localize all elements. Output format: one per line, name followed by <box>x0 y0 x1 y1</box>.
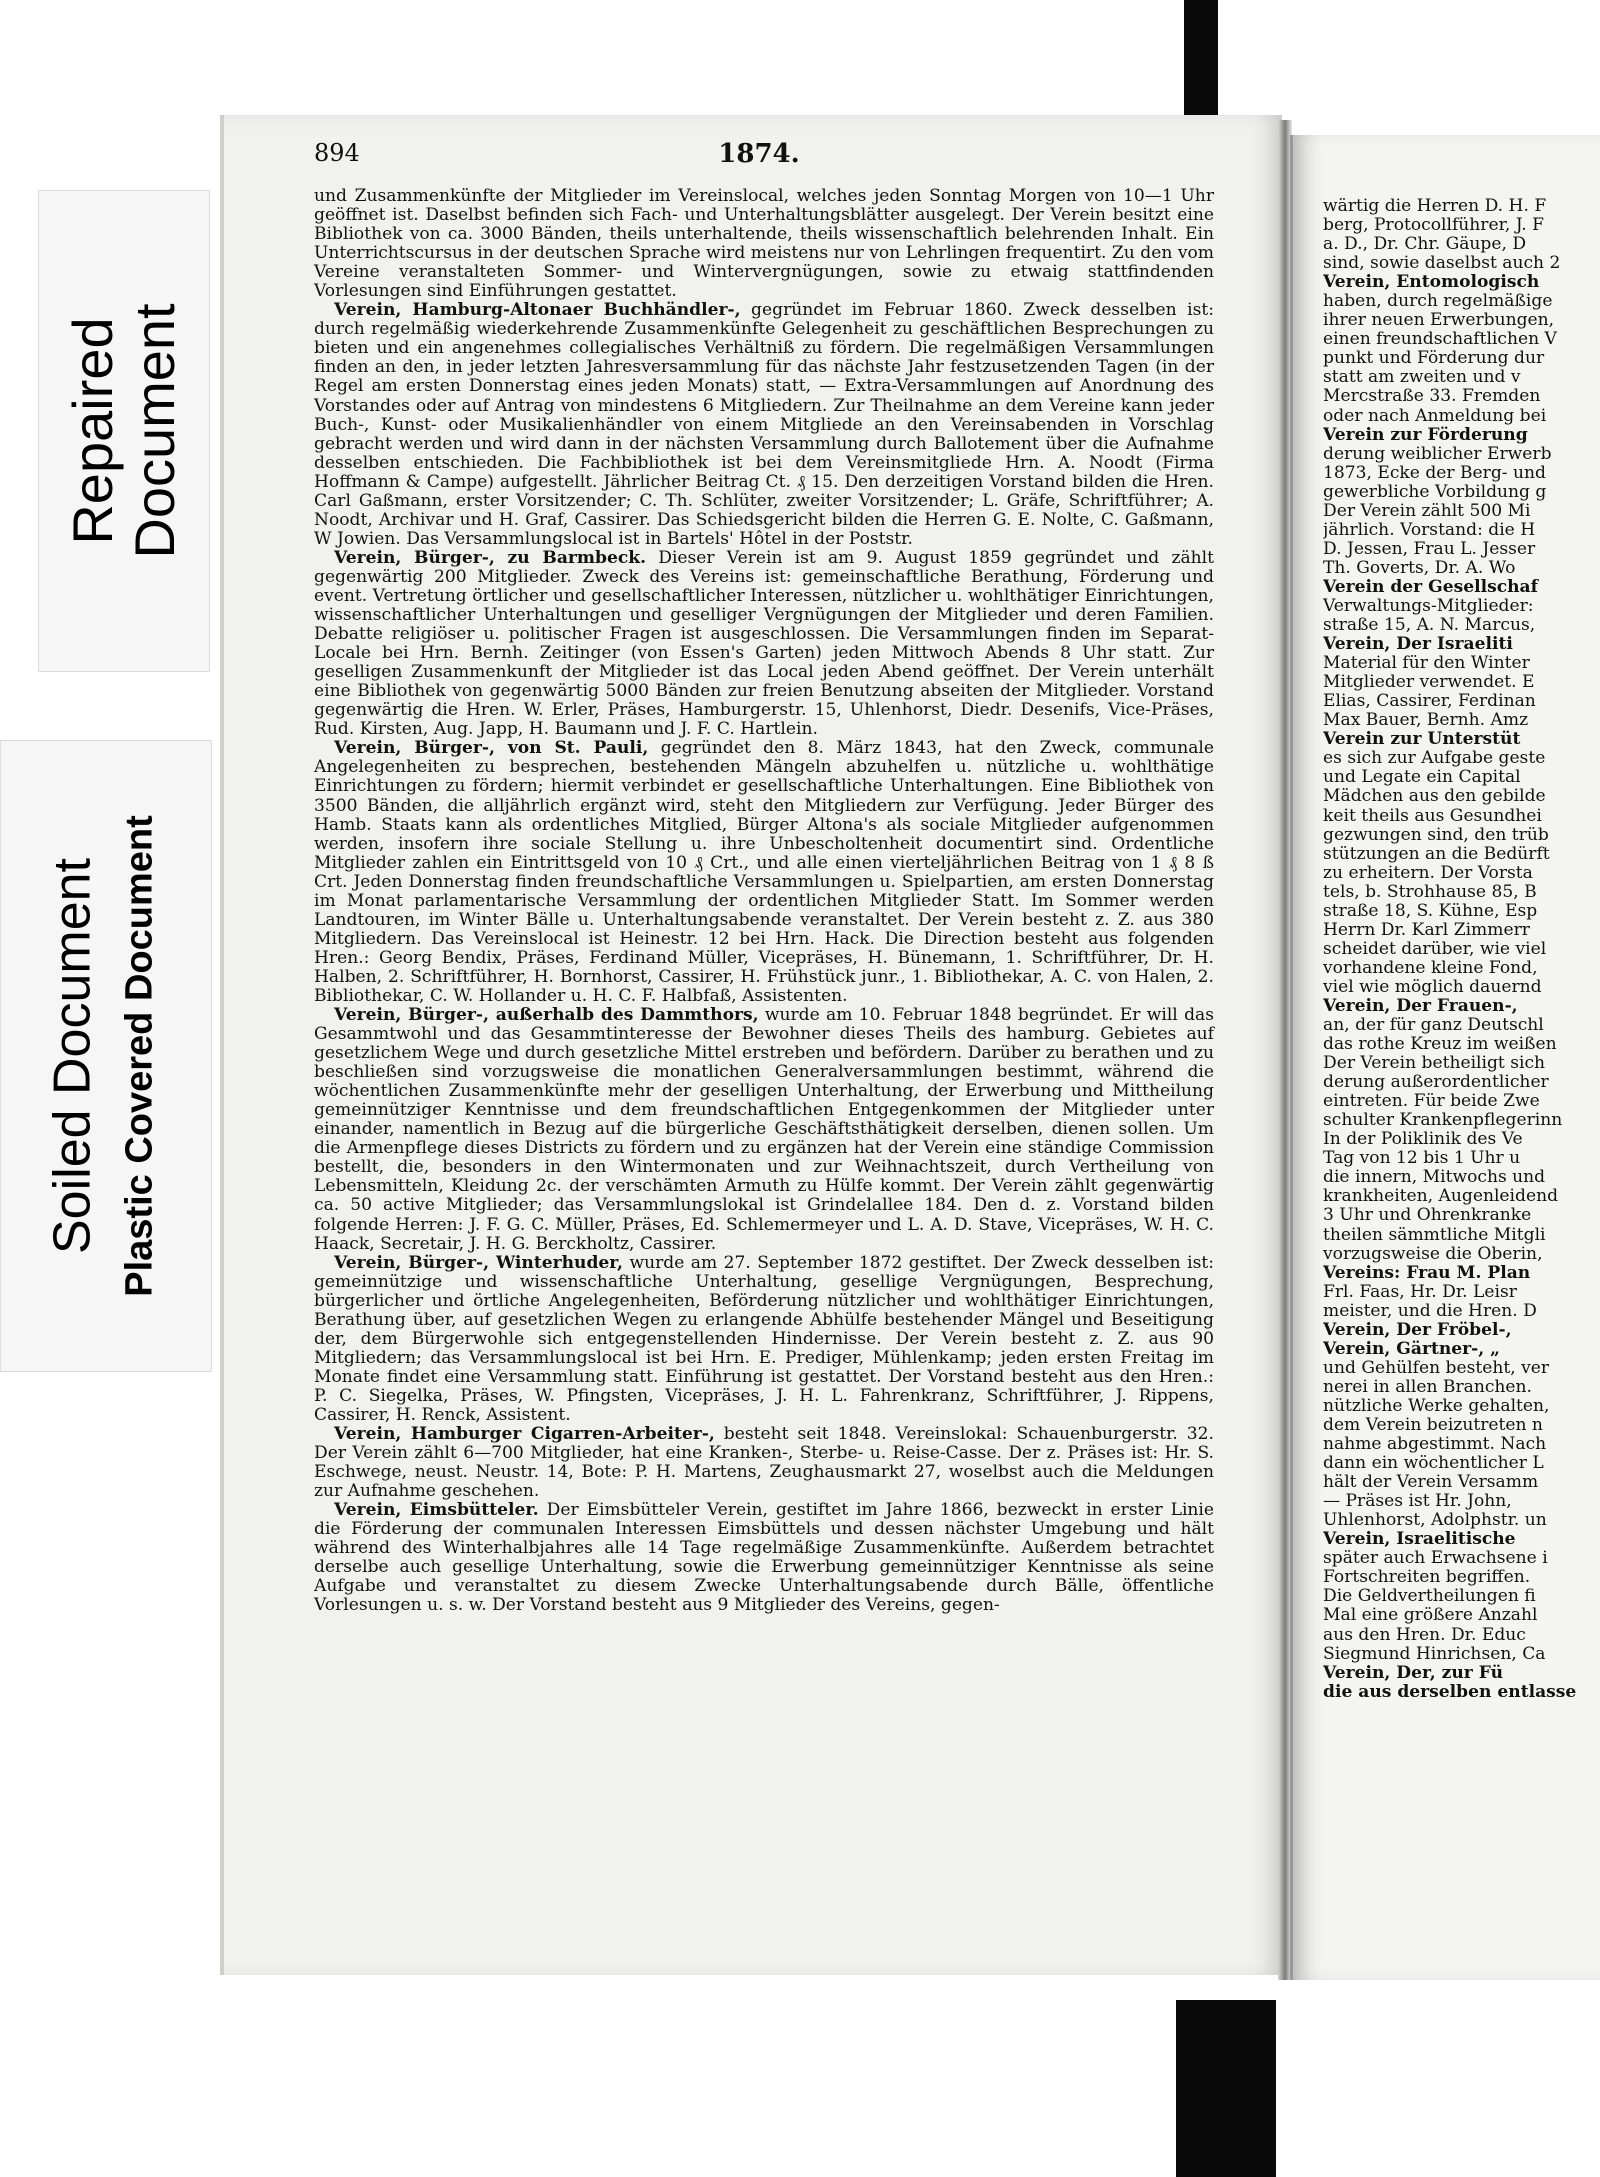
right-page-line: und Legate ein Capital <box>1323 768 1521 788</box>
right-page-line: 3 Uhr und Ohrenkranke <box>1323 1206 1532 1226</box>
right-page-line: es sich zur Aufgabe geste <box>1323 749 1546 769</box>
right-page-line: — Präses ist Hr. John, <box>1323 1492 1512 1512</box>
right-page <box>1290 135 1600 1980</box>
right-page-line: krankheiten, Augenleidend <box>1323 1187 1559 1207</box>
paragraph <box>314 1501 1214 1615</box>
right-page-line: Elias, Cassirer, Ferdinan <box>1323 692 1536 712</box>
right-page-line: Uhlenhorst, Adolphstr. un <box>1323 1511 1547 1531</box>
right-page-line: aus den Hren. Dr. Educ <box>1323 1625 1526 1645</box>
right-page-line: In der Poliklinik des Ve <box>1323 1130 1523 1150</box>
right-page-line: nützliche Werke gehalten, <box>1323 1396 1550 1416</box>
right-page-line: Verwaltungs-Mitglieder: <box>1323 596 1534 616</box>
right-page-line: haben, durch regelmäßige <box>1323 292 1553 312</box>
right-page-line: D. Jessen, Frau L. Jesser <box>1323 539 1536 559</box>
right-page-line: nerei in allen Branchen. <box>1323 1377 1532 1397</box>
right-page-line: Vereins: Frau M. Plan <box>1323 1263 1531 1283</box>
right-page-line: Fortschreiten begriffen. <box>1323 1568 1531 1588</box>
right-page-line: hält der Verein Versamm <box>1323 1473 1539 1493</box>
right-page-line: eintreten. Für beide Zwe <box>1323 1092 1540 1112</box>
right-page-line: Frl. Faas, Hr. Dr. Leisr <box>1323 1282 1517 1302</box>
right-page-line: gewerbliche Vorbildung g <box>1323 482 1547 502</box>
soiled-document-label <box>0 740 212 1372</box>
paragraph <box>314 549 1214 739</box>
right-page-line: theilen sämmtliche Mitgli <box>1323 1225 1546 1245</box>
entry-heading: Verein, Bürger-, von St. Pauli, <box>334 738 649 759</box>
right-page-line: vorzugsweise die Oberin, <box>1323 1244 1543 1264</box>
entry-text: und Zusammenkünfte der Mitglieder im Vereinslocal, welches jeden Sonntag Morgen von 10—1 Uhr geöffnet ist. Daselbst befinden sich Fach- und Unterhaltungsblätter ausgelegt. Der Verein besitzt eine Bibliothek von ca. 3000 Bänden, theils unterhaltende, theils wissenschaftlich belehrenden Inhalt. Ein Unterrichtscursus in der deutschen Sprache wird meistens nur von Lehrlingen frequentirt. Zu den vom Vereine veranstalteten Sommer- und Wintervergnügungen, sowie zu etwaig stattfindenden Vorlesungen sind Einführungen gestattet. <box>314 186 1214 302</box>
right-page-line: schulter Krankenpflegerinn <box>1323 1111 1563 1131</box>
right-page-line: Verein, Israelitische <box>1323 1530 1516 1550</box>
entry-text: gegründet den 8. März 1843, hat den Zweck, communale Angelegenheiten zu besprechen, bestehenden Mängeln abzuhelfen u. nützliche u. wohlthätige Einrichtungen zu fördern; hiermit verbindet er gesellschaftliche Unterhaltungen. Eine Bibliothek von 3500 Bänden, die alljährlich ergänzt wird, steht den Mitgliedern zur Verfügung. Jeder Bürger des Hamb. Staats kann als ordentliches Mitglied, Bürger Altona's als sociale Mitglieder aufgenommen werden, insofern ihre sociale Stellung u. ihre Unbescholtenheit documentirt sind. Ordentliche Mitglieder zahlen ein Eintrittsgeld von 10 ₰ Crt., und alle einen vierteljährlichen Beitrag von 1 ₰ 8 ß Crt. Jeden Donnerstag finden freundschaftliche Versammlungen u. Spielpartien, am ersten Donnerstag im Monat parlamentarische Versammlung der ordentlichen Mitglieder Statt. Im Sommer werden Landtouren, im Winter Bälle u. Unterhaltungsabende veranstaltet. Der Verein besteht z. Z. aus 380 Mitgliedern. Das Vereinslocal ist Heinestr. 12 bei Hrn. Hack. Die Direction besteht aus folgenden Hren.: Georg Bendix, Präses, Ferdinand Müller, Vicepräses, H. Bünemann, 1. Schriftführer, Dr. H. Halben, 2. Schriftführer, H. Bornhorst, Cassirer, H. Frühstück junr., 1. Bibliothekar, A. C. von Halen, 2. Bibliothekar, C. W. Hollander u. H. C. F. Halbfaß, Assistenten. <box>314 738 1214 1006</box>
repaired-document-label <box>38 190 210 672</box>
entry-text: Dieser Verein ist am 9. August 1859 gegründet und zählt gegenwärtig 200 Mitglieder. Zweck des Vereins ist: gemeinschaftliche Berathung, Förderung und event. Vertretung örtlicher und gesellschaftlicher Interessen, nützlicher u. wohlthätiger Einrichtungen, wissenschaftlicher Unterhaltungen und geselliger Vergnügungen der Mitglieder und deren Familien. Debatte religiöser u. politischer Fragen ist ausgeschlossen. Die Versammlungen finden im Separat-Locale bei Hrn. Bernh. Zeitinger (von Essen's Garten) jeden Mittwoch Abends 8 Uhr statt. Zur geselligen Zusammenkunft der Mitglieder ist das Local jeden Abend geöffnet. Der Verein unterhält eine Bibliothek von gegenwärtig 5000 Bänden zur freien Benutzung abseiten der Mitglieder. Vorstand gegenwärtig die Hren. W. Erler, Präses, Hamburgerstr. 15, Uhlenhorst, Diedr. Desenifs, Vice-Präses, Rud. Kirsten, Aug. Japp, H. Baumann und J. F. C. Hartlein. <box>314 547 1214 740</box>
right-page-line: Verein, Der, zur Fü <box>1323 1663 1503 1683</box>
paragraph <box>314 1254 1214 1425</box>
right-page-line: derung weiblicher Erwerb <box>1323 444 1552 464</box>
entry-text: Der Eimsbütteler Verein, gestiftet im Jahre 1866, bezweckt in erster Linie die Förderung der communalen Interessen Eimsbüttels und dessen nächster Umgebung und hält während des Winterhalbjahres alle 14 Tage regelmäßige Zusammenkünfte. Außerdem betrachtet derselbe auch gesellige Unterhaltung, sowie die Erwerbung gemeinnütziger Kenntnisse als seine Aufgabe und veranstaltet zu diesem Zwecke Unterhaltungsabende durch Bälle, öffentliche Vorlesungen u. s. w. Der Vorstand besteht aus 9 Mitglieder des Vereins, gegen- <box>314 1500 1215 1616</box>
right-page-line: a. D., Dr. Chr. Gäupe, D <box>1323 235 1527 255</box>
right-page-line: Die Geldvertheilungen fi <box>1323 1587 1536 1607</box>
entry-text: besteht seit 1848. Vereinslokal: Schauenburgerstr. 32. Der Verein zählt 6—700 Mitglieder, hat eine Kranken-, Sterbe- u. Reise-Casse. Der z. Präses ist: Hr. S. Eschwege, neust. Neustr. 14, Bote: P. H. Martens, Zeughausmarkt 27, woselbst auch die Meldungen zur Aufnahme geschehen. <box>314 1424 1214 1502</box>
right-text-column <box>1323 197 1600 1702</box>
archive-labels <box>0 0 215 2177</box>
right-page-line: ihrer neuen Erwerbungen, <box>1323 311 1555 331</box>
right-page-line: an, der für ganz Deutschl <box>1323 1016 1544 1036</box>
right-page-line: dann ein wöchentlicher L <box>1323 1454 1544 1474</box>
right-page-line: Mädchen aus den gebilde <box>1323 787 1546 807</box>
entry-heading: Verein, Hamburg-Altonaer Buchhändler-, <box>334 300 741 321</box>
paragraph <box>314 1006 1214 1254</box>
right-page-line: Verein der Gesellschaf <box>1323 577 1538 597</box>
page-number: 894 <box>314 139 360 167</box>
text-column <box>314 187 1214 1616</box>
paragraph <box>314 739 1214 1006</box>
right-page-line: Verein zur Unterstüt <box>1323 730 1521 750</box>
right-page-line: stützungen an die Bedürft <box>1323 844 1550 864</box>
right-page-line: 1873, Ecke der Berg- und <box>1323 463 1546 483</box>
repaired-line-1: Repaired <box>61 317 124 545</box>
entry-text: wurde am 27. September 1872 gestiftet. Der Zweck desselben ist: gemeinnützige und wissenschaftliche Unterhaltung, gesellige Vergnügungen, Besprechung, bürgerlicher und örtliche Angelegenheiten, Beförderung nützlicher und wohlthätiger Einrichtungen, Berathung über, auf gesetzlichen Wegen zu erlangende Abhülfe bestehender Mängel und Beseitigung der, dem Bürgerwohle sich entgegenstellenden Hindernisse. Der Verein besteht z. Z. aus 90 Mitgliedern; das Versammlungslocal ist bei Hrn. E. Prediger, Mühlenkamp; jeden ersten Freitag im Monate findet eine Versammlung statt. Einführung ist gestattet. Der Vorstand besteht aus den Hren.: P. C. Siegelka, Präses, W. Pfingsten, Vicepräses, J. H. L. Fahrenkranz, Schriftführer, J. Rippens, Cassirer, H. Renck, Assistent. <box>314 1252 1215 1425</box>
paragraph <box>314 1425 1214 1501</box>
right-page-line: Mercstraße 33. Fremden <box>1323 387 1541 407</box>
right-page-line: Mitglieder verwendet. E <box>1323 673 1535 693</box>
right-page-line: Mal eine größere Anzahl <box>1323 1606 1538 1626</box>
right-page-line: meister, und die Hren. D <box>1323 1301 1537 1321</box>
right-page-line: jährlich. Vorstand: die H <box>1323 520 1536 540</box>
page-year: 1874. <box>718 139 800 169</box>
right-page-line: einen freundschaftlichen V <box>1323 330 1557 350</box>
paragraph <box>314 187 1214 301</box>
soiled-document-text <box>42 815 171 1296</box>
right-page-line: das rothe Kreuz im weißen <box>1323 1035 1557 1055</box>
repaired-line-2: Document <box>123 303 186 559</box>
right-page-line: gezwungen sind, den trüb <box>1323 825 1549 845</box>
right-page-line: dem Verein beizutreten n <box>1323 1416 1543 1435</box>
right-page-line: und Gehülfen besteht, ver <box>1323 1358 1550 1378</box>
entry-heading: Verein, Bürger-, Winterhuder, <box>334 1252 623 1273</box>
scan-border-top <box>1184 0 1218 125</box>
right-page-line: Verein, Der Israeliti <box>1323 635 1513 655</box>
right-page-line: später auch Erwachsene i <box>1323 1549 1548 1569</box>
right-page-line: straße 18, S. Kühne, Esp <box>1323 901 1538 921</box>
right-page-line: Material für den Winter <box>1323 654 1530 674</box>
scan-border-bottom <box>1176 2000 1276 2177</box>
right-page-line: Verein, Gärtner-, „ <box>1323 1339 1500 1359</box>
entry-text: gegründet im Februar 1860. Zweck desselben ist: durch regelmäßig wiederkehrende Zusammenkünfte Gelegenheit zu geschäftlichen Besprechungen zu bieten und ein angenehmes collegialisches Verhältniß zu fördern. Die regelmäßigen Versammlungen finden an den, in jeder letzten Jahresversammlung für das nächste Jahr festzusetzenden Tagen (in der Regel am ersten Donnerstag eines jeden Monats) statt, — Extra-Versammlungen auf Anordnung des Vorstandes oder auf Antrag von mindestens 6 Mitgliedern. Zur Theilnahme an dem Vereine kann jeder Buch-, Kunst- oder Musikalienhändler von einem Mitgliede an den Vereinsabenden in Vorschlag gebracht werden und wird dann in der nächsten Versammlung durch Ballotement über die Aufnahme desselben entschieden. Die Fachbibliothek ist bei dem Vereinsmitgliede Hrn. A. Noodt (Firma Hoffmann & Campe) aufgestellt. Jährlicher Beitrag Ct. ₰ 15. Den derzeitigen Vorstand bilden die Hren. Carl Gaßmann, erster Vorsitzender; C. Th. Schlüter, zweiter Vorsitzender; L. Gräfe, Schriftführer; A. Noodt, Archivar und H. Graf, Cassirer. Das Schiedsgericht bilden die Herren G. E. Nolte, C. Gaßmann, W Jowien. Das Versammlungslocal ist in Bartels' Hôtel in der Poststr. <box>314 300 1214 549</box>
right-page-line: nahme abgestimmt. Nach <box>1323 1435 1547 1455</box>
page-header <box>314 139 1204 179</box>
paragraph <box>314 301 1214 549</box>
entry-heading: Verein, Eimsbütteler. <box>334 1500 539 1521</box>
right-page-line: oder nach Anmeldung bei <box>1323 406 1547 426</box>
right-page-line: Verein, Der Frauen-, <box>1323 996 1518 1016</box>
right-page-line: Verein, Entomologisch <box>1323 273 1540 293</box>
right-page-line: Der Verein zählt 500 Mi <box>1323 501 1531 521</box>
repaired-document-text <box>62 303 186 558</box>
right-page-line: Max Bauer, Bernh. Amz <box>1323 711 1529 731</box>
right-page-line: scheidet darüber, wie viel <box>1323 939 1547 959</box>
soiled-line: Soiled Document <box>43 858 102 1255</box>
entry-text: wurde am 10. Februar 1848 begründet. Er will das Gesammtwohl und das Gesammtinteresse der Bewohner dieses Theils des hamburg. Gebietes auf gesetzlichem Wege und durch gesetzliche Mittel erstreben und befördern. Darüber zu berathen und zu beschließen sind vorzugsweise die monatlichen Generalversammlungen bestimmt, während die wöchentlichen Zusammenkünfte mehr der geselligen Unterhaltung, der Erwerbung und Mittheilung gemeinnütziger Kenntnisse und dem freundschaftlichen Entgegenkommen der Mitglieder unter einander, namentlich in Bezug auf die bürgerliche Geschäftsthätigkeit derselben, dienen sollen. Um die Armenpflege dieses Districts zu fördern und zu ergänzen hat der Verein eine ständige Commission bestellt, die, besonders in den Wintermonaten und zur Weihnachtszeit, durch Vertheilung von Lebensmitteln, Kleidung 2c. der verschämten Armuth zu Hülfe kommt. Der Verein zählt gegenwärtig ca. 50 active Mitglieder; das Versammlungslokal ist Grindelallee 184. Den d. z. Vorstand bilden folgende Herren: J. F. G. C. Müller, Präses, Ed. Schlemermeyer und L. A. D. Stave, Vicepräses, W. H. C. Haack, Secretair, J. H. G. Berckholtz, Cassirer. <box>314 1005 1214 1254</box>
plastic-covered-label: Plastic Covered Document <box>118 815 161 1297</box>
left-page <box>220 115 1282 1975</box>
right-page-line: Verein, Der Fröbel-, <box>1323 1320 1512 1340</box>
right-page-line: zu erheitern. Der Vorsta <box>1323 863 1533 883</box>
right-page-line: sind, sowie daselbst auch 2 <box>1323 254 1561 274</box>
entry-heading: Verein, Hamburger Cigarren-Arbeiter-, <box>334 1424 715 1445</box>
right-page-line: Verein zur Förderung <box>1323 425 1528 445</box>
right-page-line: die aus derselben entlasse <box>1323 1682 1577 1702</box>
right-page-line: Der Verein betheiligt sich <box>1323 1054 1546 1074</box>
right-page-line: wärtig die Herren D. H. F <box>1323 197 1547 216</box>
right-page-line: Siegmund Hinrichsen, Ca <box>1323 1644 1546 1664</box>
right-page-line: tels, b. Strohhause 85, B <box>1323 882 1537 902</box>
right-page-line: vorhandene kleine Fond, <box>1323 958 1538 978</box>
right-page-line: keit theils aus Gesundhei <box>1323 806 1542 826</box>
right-page-line: derung außerordentlicher <box>1323 1073 1549 1093</box>
entry-heading: Verein, Bürger-, außerhalb des Dammthors, <box>334 1005 759 1026</box>
right-page-line: Tag von 12 bis 1 Uhr u <box>1323 1149 1521 1169</box>
entry-heading: Verein, Bürger-, zu Barmbeck. <box>334 547 647 568</box>
right-page-line: Herrn Dr. Karl Zimmerr <box>1323 920 1530 940</box>
right-page-line: statt am zweiten und v <box>1323 368 1521 388</box>
right-page-line: straße 15, A. N. Marcus, <box>1323 616 1536 636</box>
right-page-line: die innern, Mitwochs und <box>1323 1168 1546 1188</box>
right-page-line: viel wie möglich dauernd <box>1323 977 1542 997</box>
right-page-line: berg, Protocollführer, J. F <box>1323 216 1545 236</box>
right-page-line: Th. Goverts, Dr. A. Wo <box>1323 558 1516 578</box>
plastic-line <box>104 815 171 1296</box>
right-page-line: punkt und Förderung dur <box>1323 349 1545 369</box>
